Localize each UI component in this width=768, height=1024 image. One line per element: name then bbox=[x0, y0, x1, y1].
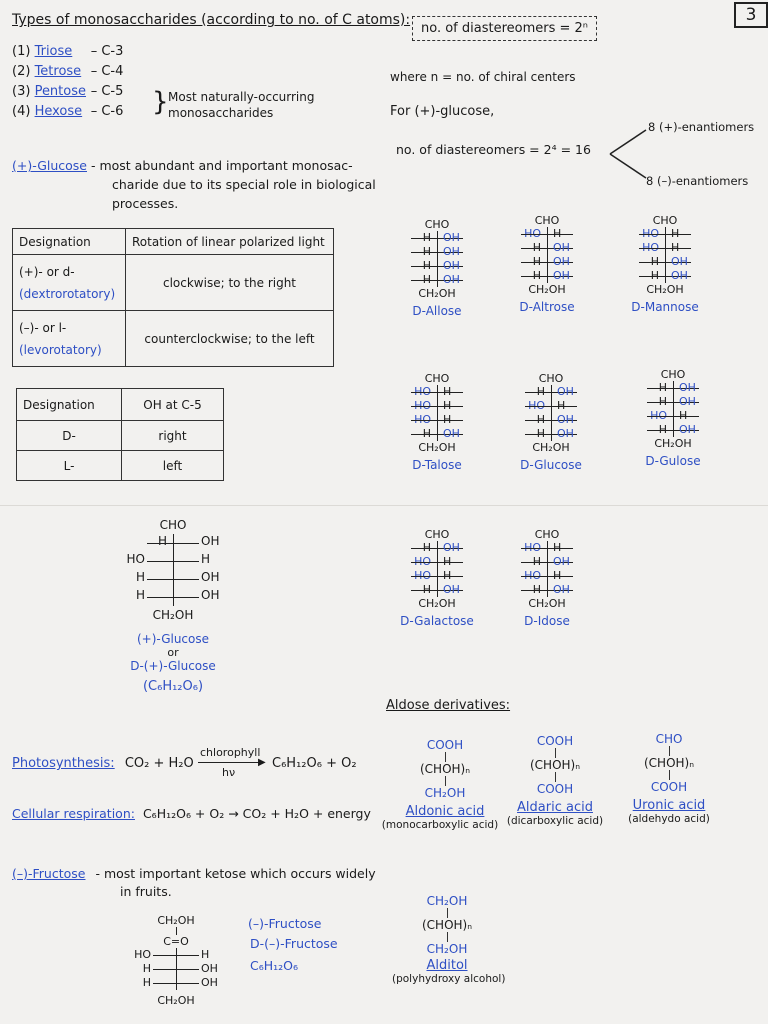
aldose-name: D-Glucose bbox=[520, 458, 582, 472]
diastereomer-calc: no. of diastereomers = 2⁴ = 16 bbox=[396, 142, 591, 157]
table-header: Rotation of linear polarized light bbox=[126, 229, 334, 255]
photosynthesis-equation: Photosynthesis: CO₂ + H₂O bbox=[12, 756, 194, 771]
fischer-d-allose: CHO H OH H OH H OH H OH CH₂OH D-Allose bbox=[382, 218, 492, 318]
aldose-name: D-Talose bbox=[412, 458, 462, 472]
fructose-name: (–)-Fructose bbox=[248, 916, 322, 931]
table-cell: (+)- or d- (dextrorotatory) bbox=[13, 255, 126, 311]
fischer-d-glucose: CHO H OH HO H H OH H OH CH₂OH D-Glucose bbox=[496, 372, 606, 472]
types-list bbox=[12, 44, 123, 124]
derivatives-title: Aldose derivatives: bbox=[386, 698, 511, 713]
arrow-head-icon: ▶ bbox=[258, 757, 266, 768]
table-header: OH at C-5 bbox=[122, 389, 224, 421]
derivative-aldaric-acid: COOH (CHOH)ₙ COOH Aldaric acid (dicarboxylic acid) bbox=[506, 734, 604, 827]
brace-icon: } bbox=[152, 87, 169, 117]
page-fold bbox=[0, 505, 768, 506]
fructose-structure: CH₂OH C=O HO H H OH H OH CH₂OH bbox=[134, 914, 218, 1007]
fischer-d-altrose: CHO HO H H OH H OH H OH CH₂OH D-Altrose bbox=[492, 214, 602, 314]
table-cell: L- bbox=[17, 451, 122, 481]
table-header: Designation bbox=[13, 229, 126, 255]
derivative-alditol: CH₂OH (CHOH)ₙ CH₂OH Alditol (polyhydroxy alcohol) bbox=[392, 894, 506, 985]
fructose-formula: C₆H₁₂O₆ bbox=[250, 958, 299, 973]
table-header: Designation bbox=[17, 389, 122, 421]
derivative-uronic-acid: CHO (CHOH)ₙ COOH Uronic acid (aldehydo acid) bbox=[628, 732, 710, 825]
table-cell: counterclockwise; to the left bbox=[126, 311, 334, 367]
aldose-name: D-Idose bbox=[524, 614, 570, 628]
types-item: (1) Triose – C-3 bbox=[12, 44, 124, 59]
brace-note: Most naturally-occurring bbox=[168, 90, 315, 104]
for-glucose: For (+)-glucose, bbox=[390, 104, 495, 119]
types-item: (3) Pentose – C-5 bbox=[12, 84, 124, 99]
glucose-term: (+)-Glucose bbox=[12, 158, 87, 173]
fischer-d-galactose: CHO H OH HO H HO H H OH CH₂OH D-Galactose bbox=[382, 528, 492, 628]
oh-table bbox=[16, 388, 224, 481]
glucose-intro: (+)-Glucose - most abundant and important monosac- bbox=[12, 158, 353, 173]
branch-lines bbox=[606, 126, 650, 182]
page-number: 3 bbox=[734, 2, 768, 28]
aldose-name: D-Altrose bbox=[519, 300, 575, 314]
types-item: (2) Tetrose – C-4 bbox=[12, 64, 124, 79]
rotation-table bbox=[12, 228, 334, 367]
glucose-intro-line: processes. bbox=[112, 196, 179, 211]
aldose-name: D-Gulose bbox=[645, 454, 701, 468]
diastereomer-formula: no. of diastereomers = 2ⁿ bbox=[412, 16, 597, 41]
big-glucose: CHO H OH HO H H OH H OH CH₂OH (+)-Glucose or D-(+)-Glucose (C₆H₁₂O₆) bbox=[126, 518, 220, 694]
fischer-d-mannose: CHO HO H HO H H OH H OH CH₂OH D-Mannose bbox=[610, 214, 720, 314]
aldose-name: D-Allose bbox=[412, 304, 462, 318]
fischer-d-idose: CHO HO H H OH HO H H OH CH₂OH D-Idose bbox=[492, 528, 602, 628]
branch-minus: 8 (–)-enantiomers bbox=[646, 174, 749, 188]
photo-products: C₆H₁₂O₆ + O₂ bbox=[272, 756, 357, 771]
fructose-name: D-(–)-Fructose bbox=[250, 936, 338, 951]
fischer-d-talose: CHO HO H HO H HO H H OH CH₂OH D-Talose bbox=[382, 372, 492, 472]
respiration-equation: Cellular respiration: C₆H₁₂O₆ + O₂ → CO₂ + H₂O + energy bbox=[12, 806, 371, 821]
brace-note: monosaccharides bbox=[168, 106, 274, 120]
table-cell: clockwise; to the right bbox=[126, 255, 334, 311]
aldose-name: D-Mannose bbox=[631, 300, 699, 314]
aldose-name: D-Galactose bbox=[400, 614, 474, 628]
photo-energy: hν bbox=[222, 766, 236, 779]
fructose-intro-line: in fruits. bbox=[120, 884, 172, 899]
table-cell: left bbox=[122, 451, 224, 481]
types-title: Types of monosaccharides (according to no. of C atoms): bbox=[12, 12, 411, 28]
table-cell: right bbox=[122, 421, 224, 451]
branch-plus: 8 (+)-enantiomers bbox=[648, 120, 755, 134]
table-cell: (–)- or l- (levorotatory) bbox=[13, 311, 126, 367]
reaction-arrow bbox=[198, 762, 264, 763]
where-note: where n = no. of chiral centers bbox=[390, 70, 576, 84]
photo-catalyst: chlorophyll bbox=[200, 746, 261, 759]
types-item: (4) Hexose – C-6 bbox=[12, 104, 124, 119]
fischer-d-gulose: CHO H OH H OH HO H H OH CH₂OH D-Gulose bbox=[618, 368, 728, 468]
table-cell: D- bbox=[17, 421, 122, 451]
derivative-aldonic-acid: COOH (CHOH)ₙ CH₂OH Aldonic acid (monocarboxylic acid) bbox=[381, 738, 499, 831]
glucose-intro-line: charide due to its special role in biological bbox=[112, 177, 376, 192]
fructose-intro: (–)-Fructose - most important ketose which occurs widely bbox=[12, 866, 376, 881]
